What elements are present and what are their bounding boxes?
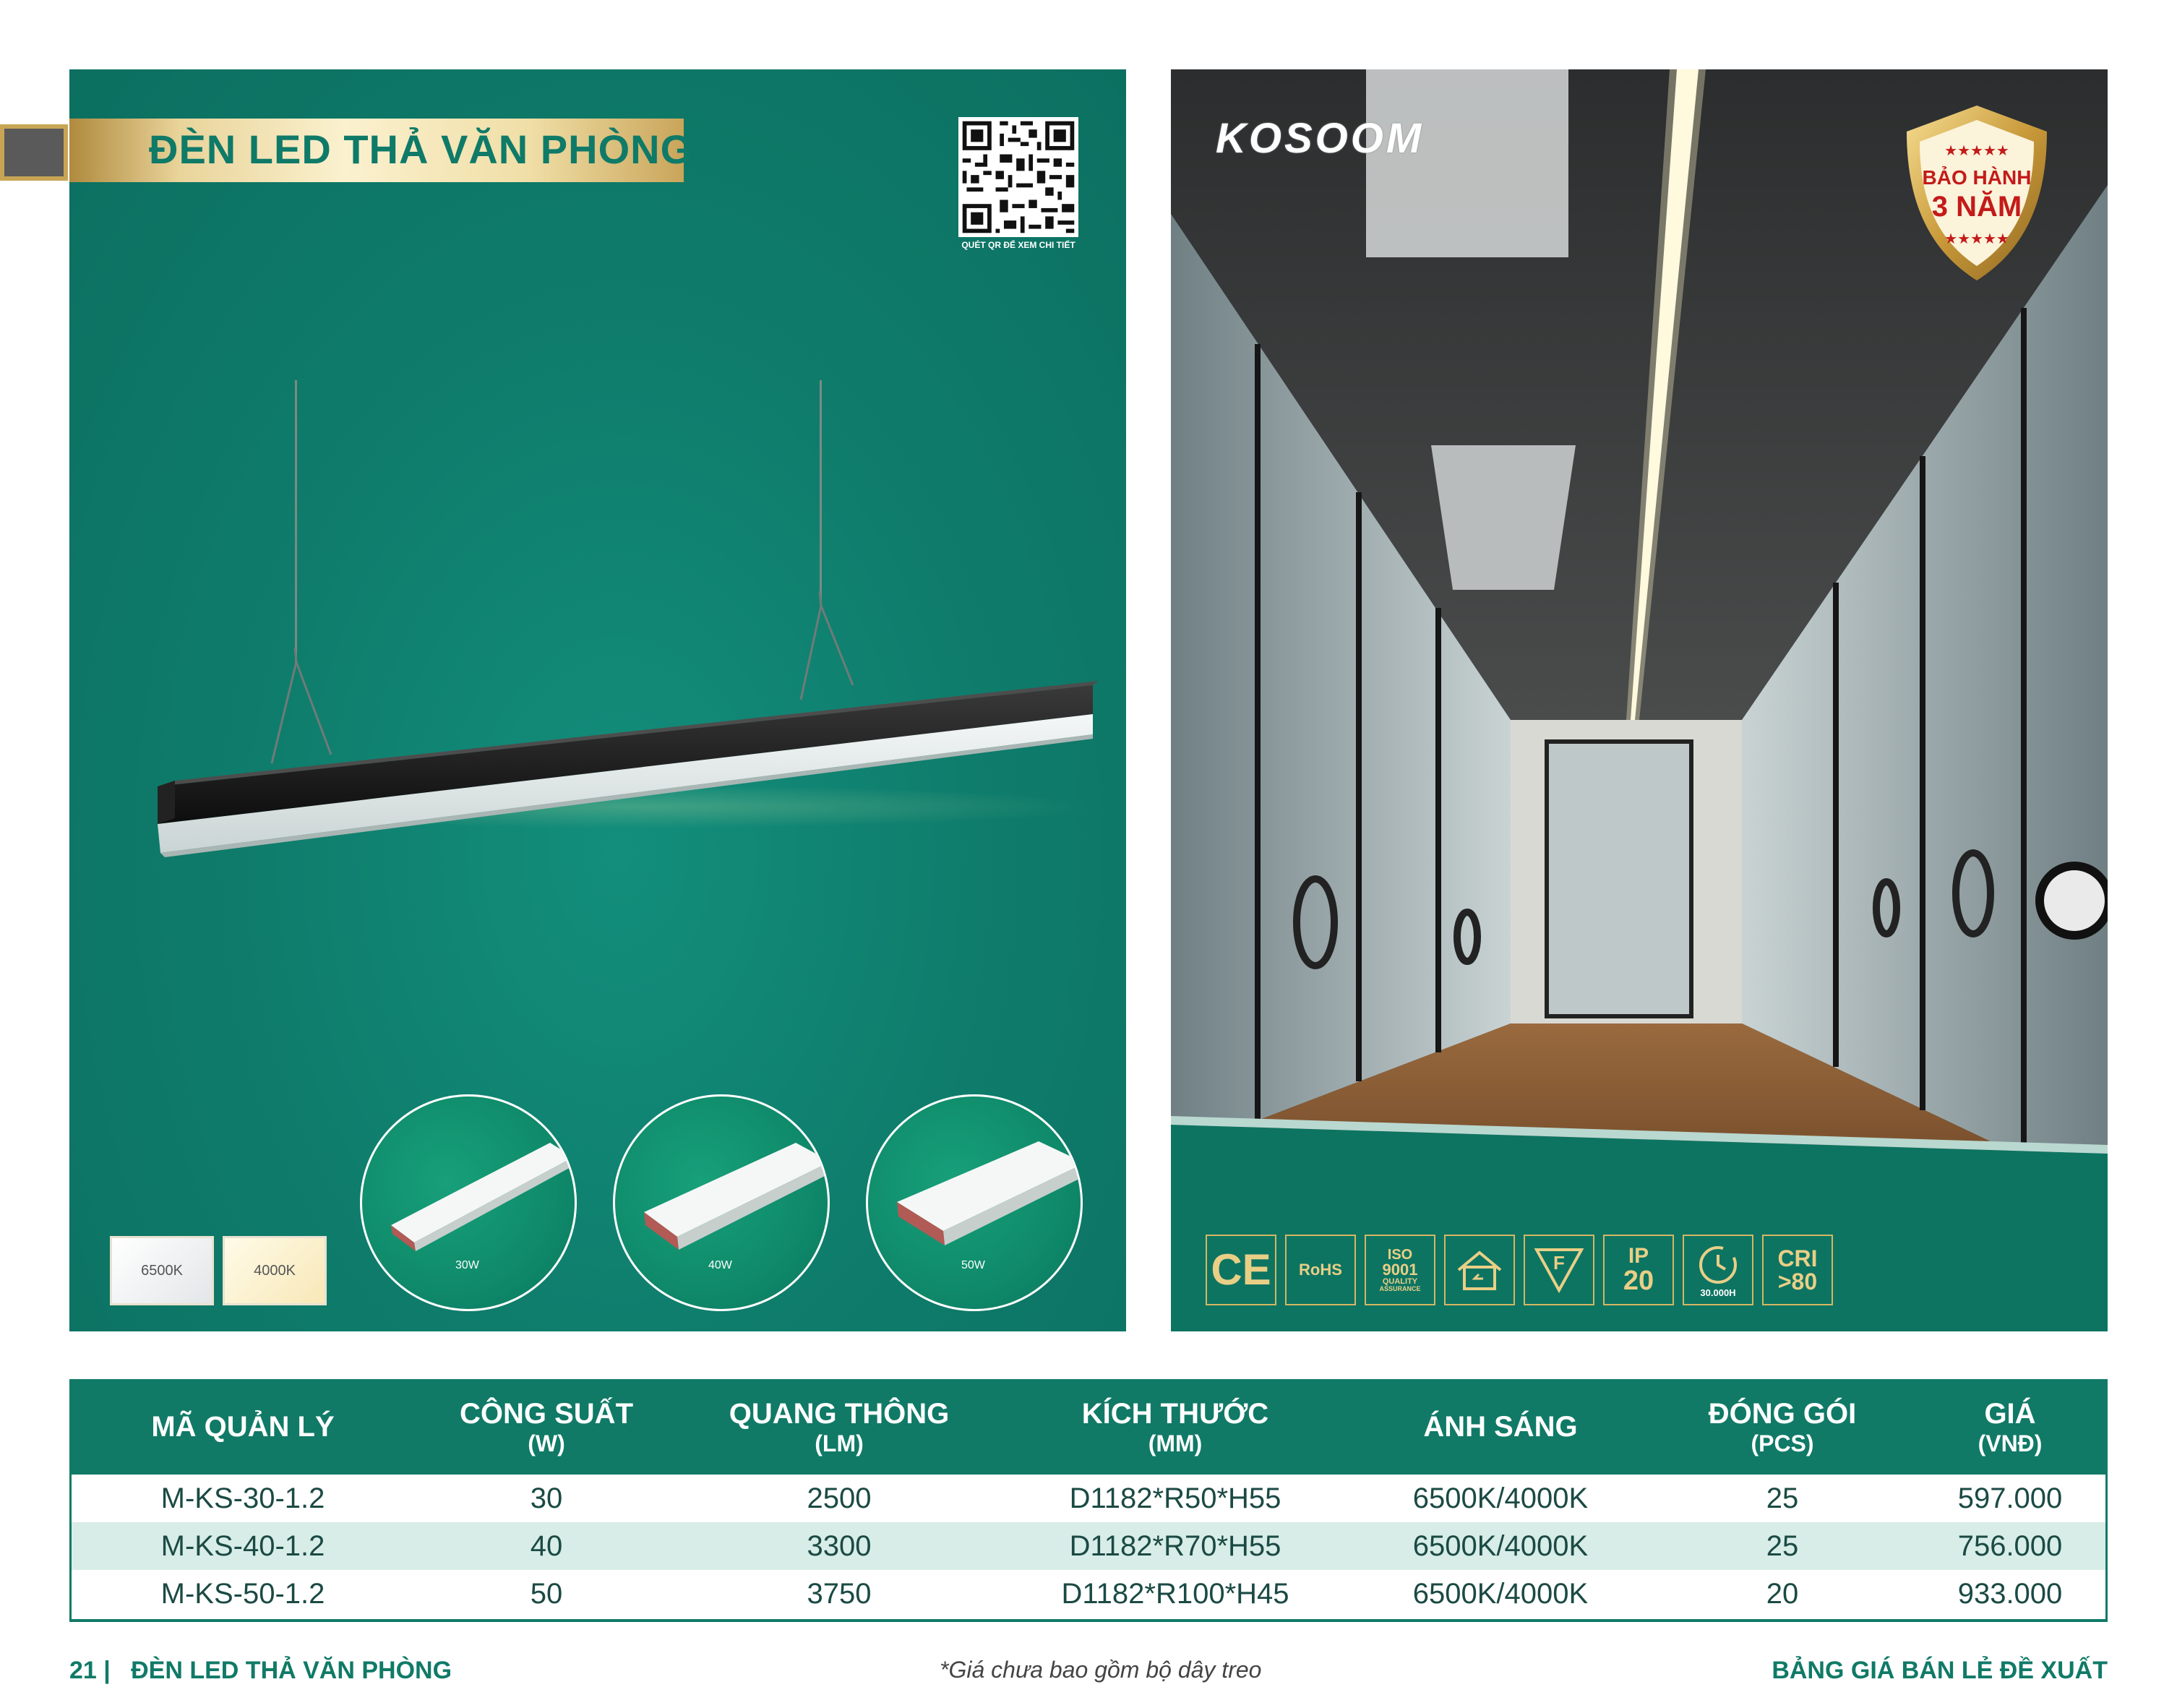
- brand-logo: KOSOOM: [1216, 115, 1425, 162]
- cell-light: 6500K/4000K: [1349, 1522, 1652, 1570]
- cell-code: M-KS-50-1.2: [69, 1570, 416, 1618]
- page-title: ĐÈN LED THẢ VĂN PHÒNG: [149, 126, 693, 172]
- header-power: CÔNG SUẤT (W): [416, 1379, 677, 1475]
- warranty-badge: [1902, 103, 2051, 283]
- page-number: 21 |: [69, 1657, 111, 1684]
- table-row: [69, 1522, 2108, 1570]
- detail-label-50w: 50W: [961, 1259, 985, 1271]
- table-row: [69, 1475, 2108, 1522]
- iso-9001-icon: ISO 9001 QUALITY ASSURANCE: [1365, 1235, 1435, 1305]
- header-price: GIÁ (VNĐ): [1912, 1379, 2108, 1475]
- cell-price: 756.000: [1912, 1522, 2108, 1570]
- cri-icon: CRI >80: [1762, 1235, 1833, 1305]
- table-border: [69, 1475, 72, 1621]
- color-temp-6500k: 6500K: [110, 1236, 214, 1305]
- table-row: [69, 1570, 2108, 1618]
- warranty-years: 3 NĂM: [1931, 191, 2022, 223]
- cell-lumen: 2500: [677, 1475, 1002, 1522]
- product-panel: [69, 69, 1126, 1331]
- color-temp-4000k: 4000K: [223, 1236, 327, 1305]
- title-marker: [0, 124, 68, 181]
- header-code: MÃ QUẢN LÝ: [69, 1379, 416, 1475]
- cell-package: 25: [1652, 1475, 1912, 1522]
- warranty-label: BẢO HÀNH: [1922, 166, 2032, 189]
- indoor-use-icon: [1444, 1235, 1515, 1305]
- house-icon: [1454, 1248, 1505, 1292]
- lifetime-icon: 30.000H: [1683, 1235, 1753, 1305]
- lamp-detail-icon: [868, 1097, 1083, 1311]
- cell-power: 40: [416, 1522, 677, 1570]
- cell-size: D1182*R50*H55: [1002, 1475, 1349, 1522]
- cell-lumen: 3300: [677, 1522, 1002, 1570]
- lamp-detail-icon: [362, 1097, 577, 1311]
- suspension-wire: [820, 380, 822, 604]
- cell-lumen: 3750: [677, 1570, 1002, 1618]
- detail-label-40w: 40W: [708, 1259, 732, 1271]
- cell-code: M-KS-40-1.2: [69, 1522, 416, 1570]
- cell-package: 20: [1652, 1570, 1912, 1618]
- header-lumen: QUANG THÔNG (LM): [677, 1379, 1002, 1475]
- footer-section: [69, 1657, 452, 1685]
- cell-price: 597.000: [1912, 1475, 2108, 1522]
- table-border: [69, 1619, 2108, 1622]
- title-banner: [69, 119, 693, 182]
- cell-light: 6500K/4000K: [1349, 1475, 1652, 1522]
- cell-size: D1182*R100*H45: [1002, 1570, 1349, 1618]
- cell-power: 50: [416, 1570, 677, 1618]
- price-table: [69, 1379, 2108, 1618]
- header-package: ĐÓNG GÓI (PCS): [1652, 1379, 1912, 1475]
- header-light: ÁNH SÁNG: [1349, 1379, 1652, 1475]
- detail-image-40w: [613, 1094, 830, 1311]
- footer-title: ĐÈN LED THẢ VĂN PHÒNG: [131, 1657, 452, 1684]
- warranty-stars: ★★★★★: [1944, 231, 2009, 247]
- footer-right-title: BẢNG GIÁ BÁN LẺ ĐỀ XUẤT: [1772, 1657, 2108, 1684]
- qr-code-icon[interactable]: [958, 117, 1078, 237]
- ip20-icon: IP 20: [1603, 1235, 1674, 1305]
- table-border: [2105, 1475, 2108, 1621]
- table-header-row: [69, 1379, 2108, 1475]
- cell-price: 933.000: [1912, 1570, 2108, 1618]
- pendant-lamp-image: [156, 604, 1103, 879]
- clock-icon: [1693, 1243, 1743, 1288]
- qr-caption: QUÉT QR ĐỂ XEM CHI TIẾT: [961, 240, 1075, 250]
- warranty-stars: ★★★★★: [1944, 143, 2009, 159]
- rohs-icon: RoHS: [1285, 1235, 1356, 1305]
- footer-note: *Giá chưa bao gồm bộ dây treo: [940, 1657, 1262, 1683]
- lamp-detail-icon: [615, 1097, 830, 1311]
- detail-image-30w: [360, 1094, 577, 1311]
- f-mark-icon: F: [1524, 1235, 1594, 1305]
- ce-mark-icon: CE: [1206, 1235, 1276, 1305]
- cell-light: 6500K/4000K: [1349, 1570, 1652, 1618]
- header-size: KÍCH THƯỚC (MM): [1002, 1379, 1349, 1475]
- detail-image-50w: [866, 1094, 1083, 1311]
- cell-package: 25: [1652, 1522, 1912, 1570]
- cell-size: D1182*R70*H55: [1002, 1522, 1349, 1570]
- cell-power: 30: [416, 1475, 677, 1522]
- cell-code: M-KS-30-1.2: [69, 1475, 416, 1522]
- application-panel: [1171, 69, 2108, 1331]
- detail-label-30w: 30W: [455, 1259, 479, 1271]
